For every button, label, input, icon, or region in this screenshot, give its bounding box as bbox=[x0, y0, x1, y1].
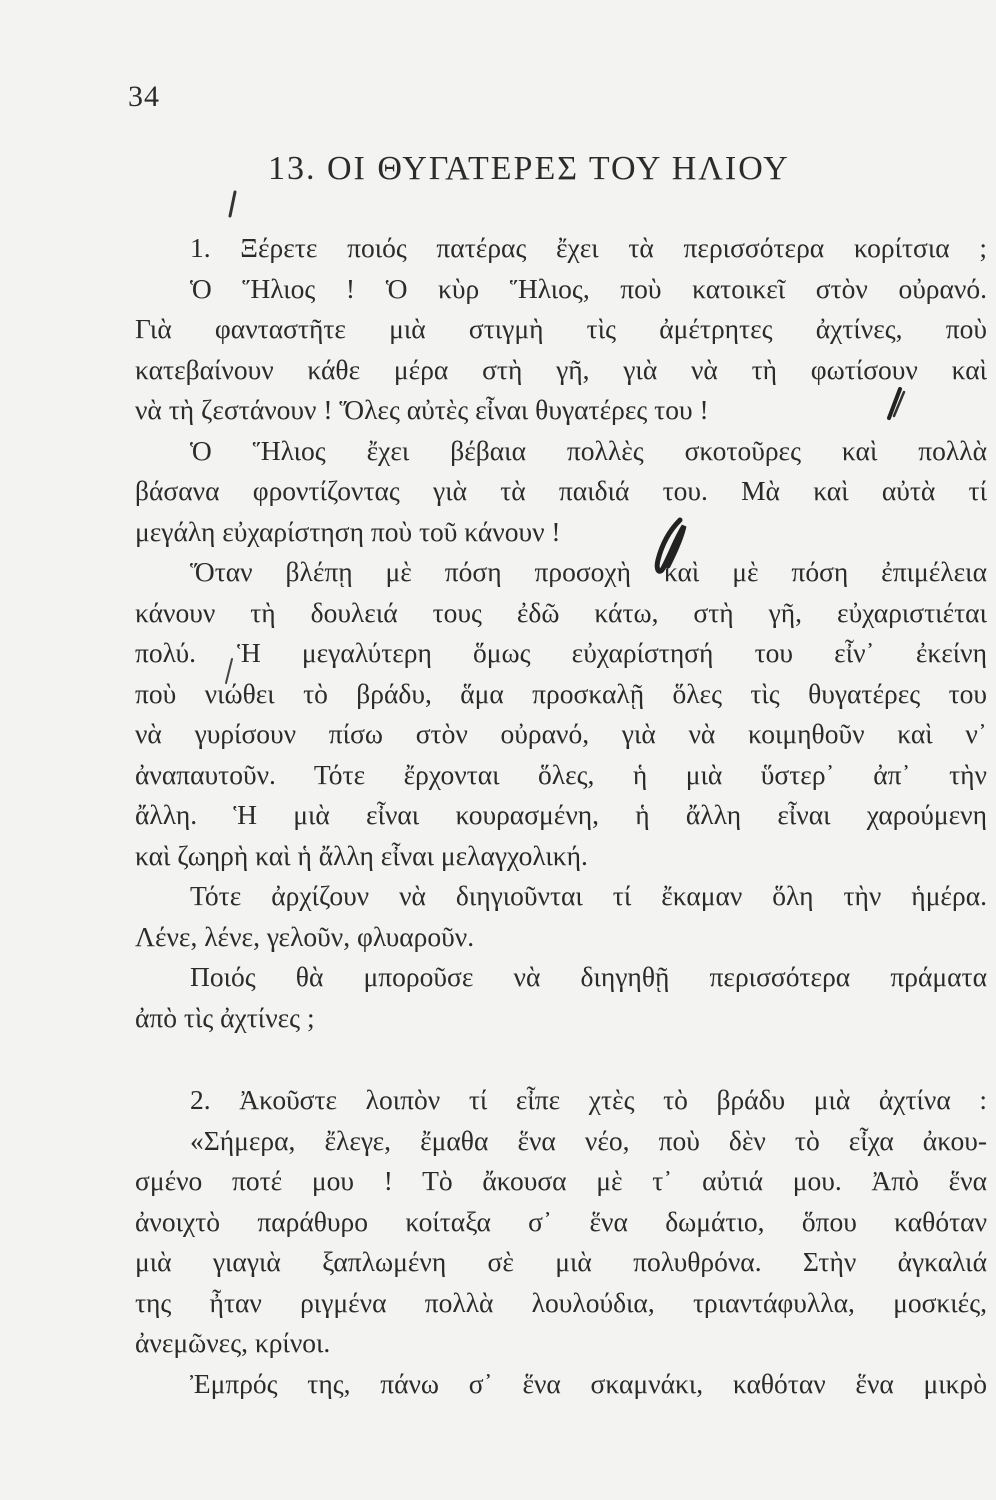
text-line: μιὰ γιαγιὰ ξαπλωμένη σὲ μιὰ πολυθρόνα. Στὴν ἀγκαλιά bbox=[135, 1246, 987, 1277]
page-number: 34 bbox=[128, 80, 160, 113]
text-line: σμένο ποτέ μου ! Τὸ ἄκουσα μὲ τ᾿ αὐτιά μου. Ἀπὸ ἕνα bbox=[135, 1165, 987, 1196]
text-line: ἀνεμῶνες, κρίνοι. bbox=[135, 1327, 331, 1358]
text-line: κάνουν τὴ δουλειά τους ἐδῶ κάτω, στὴ γῆ, εὐχαριστιέται bbox=[135, 596, 987, 628]
text-line: Λένε, λένε, γελοῦν, φλυαροῦν. bbox=[135, 920, 475, 952]
text-line: βάσανα φροντίζοντας γιὰ τὰ παιδιά του. Μὰ καὶ αὐτὰ τί bbox=[135, 475, 987, 506]
text-line: κατεβαίνουν κάθε μέρα στὴ γῆ, γιὰ νὰ τὴ φωτίσουν καὶ bbox=[135, 353, 987, 385]
text-line: Ποιός θὰ μποροῦσε νὰ διηγηθῇ περισσότερα πράματα bbox=[190, 961, 987, 992]
text-line: Ὅταν βλέπῃ μὲ πόση προσοχὴ καὶ μὲ πόση ἐπιμέλεια bbox=[190, 556, 987, 587]
text-line: Ἐμπρός της, πάνω σ᾿ ἕνα σκαμνάκι, καθόταν ἕνα μικρὸ bbox=[190, 1367, 987, 1399]
paragraph-section-1 bbox=[135, 228, 987, 1038]
paragraph-section-2 bbox=[135, 1080, 987, 1404]
text-line: νὰ γυρίσουν πίσω στὸν οὐρανό, γιὰ νὰ κοιμηθοῦν καὶ ν᾿ bbox=[135, 718, 987, 749]
section-gap bbox=[135, 1038, 987, 1080]
text-line: ἄλλη. Ἡ μιὰ εἶναι κουρασμένη, ἡ ἄλλη εἶναι χαρούμενη bbox=[135, 799, 987, 830]
text-line: της ἦταν ριγμένα πολλὰ λουλούδια, τριαντάφυλλα, μοσκιές, bbox=[135, 1286, 987, 1318]
text-body bbox=[135, 228, 987, 1404]
chapter-title: 13. ΟΙ ΘΥΓΑΤΕΡΕΣ ΤΟΥ ΗΛΙΟΥ bbox=[268, 150, 790, 187]
text-line: νὰ τὴ ζεστάνουν ! Ὅλες αὐτὲς εἶναι θυγατέρες του ! bbox=[135, 394, 709, 425]
text-line: «Σήμερα, ἔλεγε, ἔμαθα ἕνα νέο, ποὺ δὲν τὸ εἶχα ἀκου- bbox=[190, 1124, 987, 1156]
pencil-tick-mark bbox=[225, 190, 241, 218]
text-line: πολύ. Ἡ μεγαλύτερη ὅμως εὐχαρίστησή του εἶν᾿ ἐκείνη bbox=[135, 637, 987, 668]
text-line: 2. Ἀκοῦστε λοιπὸν τί εἶπε χτὲς τὸ βράδυ μιὰ ἀχτίνα : bbox=[190, 1084, 987, 1115]
text-line: ἀνοιχτὸ παράθυρο κοίταξα σ᾿ ἕνα δωμάτιο, ὅπου καθόταν bbox=[135, 1205, 987, 1237]
text-line: ποὺ νιώθει τὸ βράδυ, ἅμα προσκαλῇ ὅλες τὶς θυγατέρες του bbox=[135, 677, 987, 709]
text-line: Ὁ Ἥλιος ! Ὁ κὺρ Ἥλιος, ποὺ κατοικεῖ στὸν οὐρανό. bbox=[190, 272, 987, 304]
text-line: Τότε ἀρχίζουν νὰ διηγιοῦνται τί ἔκαμαν ὅλη τὴν ἡμέρα. bbox=[190, 880, 987, 911]
text-line: ἀπὸ τὶς ἀχτίνες ; bbox=[135, 1001, 315, 1033]
text-line: 1. Ξέρετε ποιός πατέρας ἔχει τὰ περισσότερα κορίτσια ; bbox=[190, 232, 987, 263]
text-line: Ὁ Ἥλιος ἔχει βέβαια πολλὲς σκοτοῦρες καὶ πολλὰ bbox=[190, 434, 987, 466]
text-line: καὶ ζωηρὴ καὶ ἡ ἄλλη εἶναι μελαγχολική. bbox=[135, 839, 588, 871]
text-line: Γιὰ φανταστῆτε μιὰ στιγμὴ τὶς ἀμέτρητες ἀχτίνες, ποὺ bbox=[135, 313, 987, 344]
text-line: μεγάλη εὐχαρίστηση ποὺ τοῦ κάνουν ! bbox=[135, 515, 561, 547]
text-line: ἀναπαυτοῦν. Τότε ἔρχονται ὅλες, ἡ μιὰ ὕστερ᾿ ἀπ᾿ τὴν bbox=[135, 758, 987, 790]
